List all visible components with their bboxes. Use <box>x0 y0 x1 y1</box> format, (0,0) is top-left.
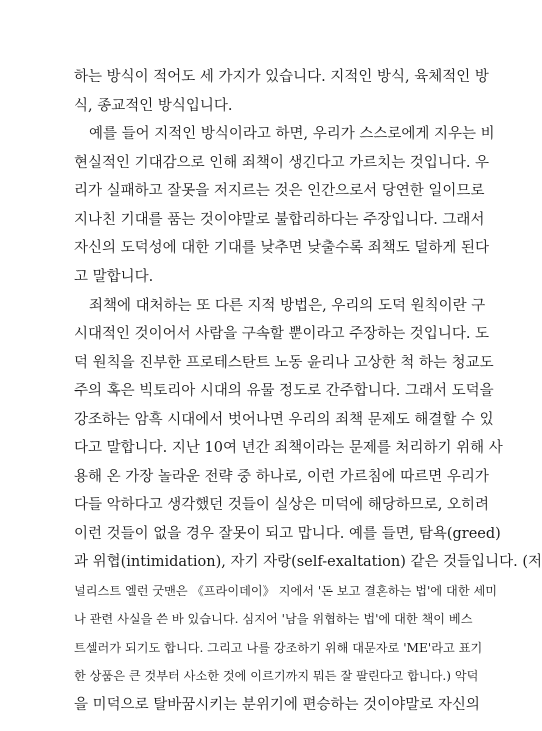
body-line: 고 말합니다. <box>74 269 154 285</box>
body-line: 리가 실패하고 잘못을 저지르는 것은 인간으로서 당연한 일이므로 <box>74 183 485 199</box>
body-line: 주의 혹은 빅토리아 시대의 유물 정도로 간주합니다. 그래서 도덕을 <box>74 383 494 399</box>
body-line: 죄책에 대처하는 또 다른 지적 방법은, 우리의 도덕 원칙이란 구 <box>89 298 486 314</box>
body-line: 덕 원칙을 진부한 프로테스탄트 노동 윤리나 고상한 척 하는 청교도 <box>74 355 494 371</box>
body-line: 이런 것들이 없을 경우 잘못이 되고 맙니다. 예를 들면, 탐욕(greed) <box>74 526 501 542</box>
body-line: 시대적인 것이어서 사람을 구속할 뿐이라고 주장하는 것입니다. 도 <box>74 326 490 342</box>
body-line: 과 위협(intimidation), 자기 자랑(self-exaltation) 같은 것들입니다. (저 <box>74 554 542 570</box>
body-line: 트셀러가 되기도 합니다. 그리고 나를 강조하기 위해 대문자로 'ME'라고 표기 <box>74 641 483 655</box>
body-line: 다고 말합니다. 지난 10여 년간 죄책이라는 문제를 처리하기 위해 사 <box>74 440 503 456</box>
body-line: 나 관련 사실을 쓴 바 있습니다. 심지어 '남을 위협하는 법'에 대한 책이 베스 <box>74 612 473 626</box>
body-line: 강조하는 암흑 시대에서 벗어나면 우리의 죄책 문제도 해결할 수 있 <box>74 412 494 428</box>
body-line: 용해 온 가장 놀라운 전략 중 하나로, 이런 가르침에 따르면 우리가 <box>74 469 489 485</box>
body-line: 하는 방식이 적어도 세 가지가 있습니다. 지적인 방식, 육체적인 방 <box>74 69 489 85</box>
body-line: 지나친 기대를 품는 것이야말로 불합리하다는 주장입니다. 그래서 <box>74 212 485 228</box>
body-line: 예를 들어 지적인 방식이라고 하면, 우리가 스스로에게 지우는 비 <box>89 126 495 142</box>
body-line: 자신의 도덕성에 대한 기대를 낮추면 낮출수록 죄책도 덜하게 된다 <box>74 240 490 256</box>
body-line: 을 미덕으로 탈바꿈시키는 분위기에 편승하는 것이야말로 자신의 <box>74 697 480 713</box>
body-line: 다들 악하다고 생각했던 것들이 실상은 미덕에 해당하므로, 오히려 <box>74 497 490 513</box>
body-line: 현실적인 기대감으로 인해 죄책이 생긴다고 가르치는 것입니다. 우 <box>74 155 490 171</box>
body-line: 한 상품은 큰 것부터 사소한 것에 이르기까지 뭐든 잘 팔린다고 합니다.) 악덕 <box>74 669 479 683</box>
body-line: 식, 종교적인 방식입니다. <box>74 98 233 114</box>
body-line: 널리스트 엘런 굿맨은 《프라이데이》 지에서 '돈 보고 결혼하는 법'에 대한 세미 <box>74 584 498 598</box>
